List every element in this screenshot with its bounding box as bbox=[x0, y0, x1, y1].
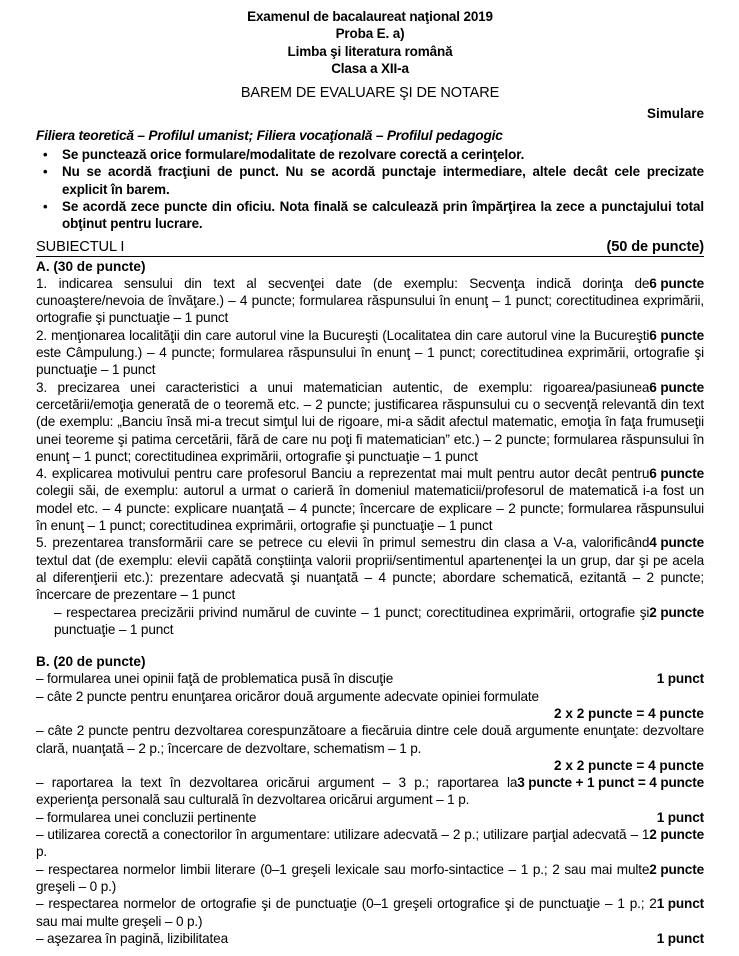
scoring-item bbox=[36, 722, 704, 757]
item-score: 2 puncte bbox=[649, 604, 704, 620]
scoring-item bbox=[36, 688, 704, 705]
item-score: 1 punct bbox=[656, 896, 704, 912]
subject-points: (50 de puncte) bbox=[606, 238, 704, 255]
section-b-heading: B. (20 de puncte) bbox=[36, 654, 146, 670]
item-score: 2 puncte bbox=[649, 861, 704, 877]
exam-title-line-4: Clasa a XII-a bbox=[331, 60, 409, 76]
item-score: 2 x 2 puncte = 4 puncte bbox=[554, 757, 704, 773]
item-text: 1. indicarea sensului din text al secvenţei date (de exemplu: Secvenţa indică dorinţa de cunoaştere/nevoia de învăţare.) – 4 puncte; formularea răspunsului în enunţ – 1 punct; corectitudinea exprimării, ortografie şi punctuaţie – 1 punct bbox=[36, 275, 704, 326]
scoring-item bbox=[36, 670, 704, 687]
item-score: 2 puncte bbox=[649, 827, 704, 843]
exam-title-line-3: Limba şi literatura română bbox=[287, 43, 453, 59]
item-text: – câte 2 puncte pentru enunţarea oricăror două argumente adecvate opiniei formulate bbox=[36, 688, 539, 704]
item-text: – aşezarea în pagină, lizibilitatea bbox=[36, 930, 228, 946]
subject-label: SUBIECTUL I bbox=[36, 238, 125, 255]
instruction-text: Se acordă zece puncte din oficiu. Nota finală se calculează prin împărţirea la zece a punctajului total obţinut pentru lucrare. bbox=[62, 198, 704, 232]
scoring-item bbox=[36, 809, 704, 826]
scoring-item bbox=[36, 604, 704, 639]
item-score: 3 puncte + 1 punct = 4 puncte bbox=[517, 775, 704, 791]
item-score: 6 puncte bbox=[649, 466, 704, 482]
scoring-item bbox=[36, 774, 704, 809]
bullet-dot-icon: • bbox=[43, 147, 48, 163]
scoring-item bbox=[36, 327, 704, 379]
section-a-heading: A. (30 de puncte) bbox=[36, 258, 146, 274]
item-score: 1 punct bbox=[656, 671, 704, 687]
instruction-text: Nu se acordă fracţiuni de punct. Nu se acordă punctaje intermediare, altele decât cele precizate explicit în barem. bbox=[62, 164, 704, 197]
item-text: – raportarea la text în dezvoltarea oricărui argument – 3 p.; raportarea la experienţa personală sau culturală în dezvoltarea oricărui argument – 1 p. bbox=[36, 775, 518, 808]
item-text: 4. explicarea motivului pentru care profesorul Banciu a reprezentat mai mult pentru autor decât pentru colegii săi, de exemplu: autorul a urmat o carieră în domeniul matematicii/profesorul de matematică i-a fost un model etc. – 4 puncte: explicare nuanţată – 4 puncte; încercare de explicare – 2 puncte; formularea răspunsului în enunţ – 1 punct; corectitudinea exprimării, ortografie şi punctuaţie – 1 punct bbox=[36, 466, 704, 534]
item-score: 4 puncte bbox=[649, 535, 704, 551]
barem-title: BAREM DE EVALUARE ŞI DE NOTARE bbox=[240, 85, 500, 102]
list-item bbox=[36, 198, 704, 233]
document-header bbox=[36, 8, 704, 144]
item-score: 6 puncte bbox=[649, 275, 704, 291]
item-score: 6 puncte bbox=[649, 327, 704, 343]
item-text: 3. precizarea unei caracteristici a unui matematician autentic, de exemplu: rigoarea/pasiunea cercetării/emoţia generată de o teoremă etc. – 2 puncte; justificarea răspunsului cu o secvenţă relevantă din text (de exemplu: „Banciu însă mi-a trecut simţul lui de rigoare, mi-a sădit afectul matematic, emoţia în faţa frumuseţii unei teoreme şi patima cercetării, fără de care nu poţi fi matematician” etc.) – 2 puncte; formularea răspunsului în enunţ – 1 punct; corectitudinea exprimării, ortografie şi punctuaţie – 1 punct bbox=[36, 379, 704, 464]
scoring-item bbox=[36, 534, 704, 603]
item-text: – respectarea precizării privind numărul de cuvinte – 1 punct; corectitudinea exprimării, ortografie şi punctuaţie – 1 punct bbox=[54, 604, 650, 637]
bullet-dot-icon: • bbox=[43, 198, 48, 214]
item-text: – utilizarea corectă a conectorilor în argumentare: utilizare adecvată – 2 p.; utilizare parţial adecvată – 1 p. bbox=[36, 827, 650, 860]
scoring-item bbox=[36, 861, 704, 896]
instruction-text: Se punctează orice formulare/modalitate de rezolvare corectă a cerinţelor. bbox=[62, 147, 525, 163]
item-text: – respectarea normelor de ortografie şi de punctuaţie (0–1 greşeli ortografice şi de punctuaţie – 1 p.; 2 sau mai multe greşeli – 0 p.) bbox=[36, 896, 657, 929]
scoring-item bbox=[36, 379, 704, 465]
page-content bbox=[36, 8, 704, 947]
item-text: – formularea unei opinii faţă de problematica pusă în discuţie bbox=[36, 671, 394, 687]
item-text: 2. menţionarea localităţii din care autorul vine la Bucureşti (Localitatea din care autorul vine la Bucureşti este Câmpulung.) – 4 puncte; formularea răspunsului în enunţ – 1 punct; corectitudinea exprimării, ortografie şi punctuaţie – 1 punct bbox=[36, 327, 704, 378]
exam-title-line-2: Proba E. a) bbox=[335, 26, 405, 42]
scoring-item bbox=[36, 275, 704, 327]
scoring-item bbox=[36, 465, 704, 534]
item-score: 1 punct bbox=[656, 809, 704, 825]
scoring-item bbox=[36, 826, 704, 861]
item-score: 2 x 2 puncte = 4 puncte bbox=[554, 705, 704, 721]
list-item bbox=[36, 146, 704, 163]
scoring-item bbox=[36, 930, 704, 947]
item-text: 5. prezentarea transformării care se petrece cu elevii în primul semestru din clasa a V-a, valorificând textul dat (de exemplu: elevii capătă conştiinţa valorii proprii/sentimentul apartenenţei la un grup, dar şi pe acela al diferenţierii etc.): prezentare adecvată şi nuanţată – 4 puncte; abordare schematică, ezitantă – 2 puncte; încercare de prezentare – 1 punct bbox=[36, 535, 704, 603]
subject-header-bar bbox=[36, 238, 704, 257]
exam-title-line-1: Examenul de bacalaureat naţional 2019 bbox=[247, 9, 493, 24]
item-score: 6 puncte bbox=[649, 379, 704, 395]
item-text: – formularea unei concluzii pertinente bbox=[36, 809, 257, 825]
item-text: – respectarea normelor limbii literare (0–1 greşeli lexicale sau morfo-sintactice – 1 p.; 2 sau mai multe greşeli – 0 p.) bbox=[36, 861, 650, 894]
scoring-item bbox=[36, 895, 704, 930]
item-text: – câte 2 puncte pentru dezvoltarea corespunzătoare a fiecăruia dintre cele două argumente enunţate: dezvoltare clară, nuanţată – 2 p.; încercare de dezvoltare, schematism – 1 p. bbox=[36, 723, 704, 756]
bullet-dot-icon: • bbox=[43, 164, 48, 180]
item-score: 1 punct bbox=[656, 930, 704, 946]
simulare-label: Simulare bbox=[646, 106, 704, 122]
list-item bbox=[36, 163, 704, 198]
filiera-profil-line: Filiera teoretică – Profilul umanist; Filiera vocaţională – Profilul pedagogic bbox=[36, 127, 503, 143]
instructions-list bbox=[36, 146, 704, 232]
